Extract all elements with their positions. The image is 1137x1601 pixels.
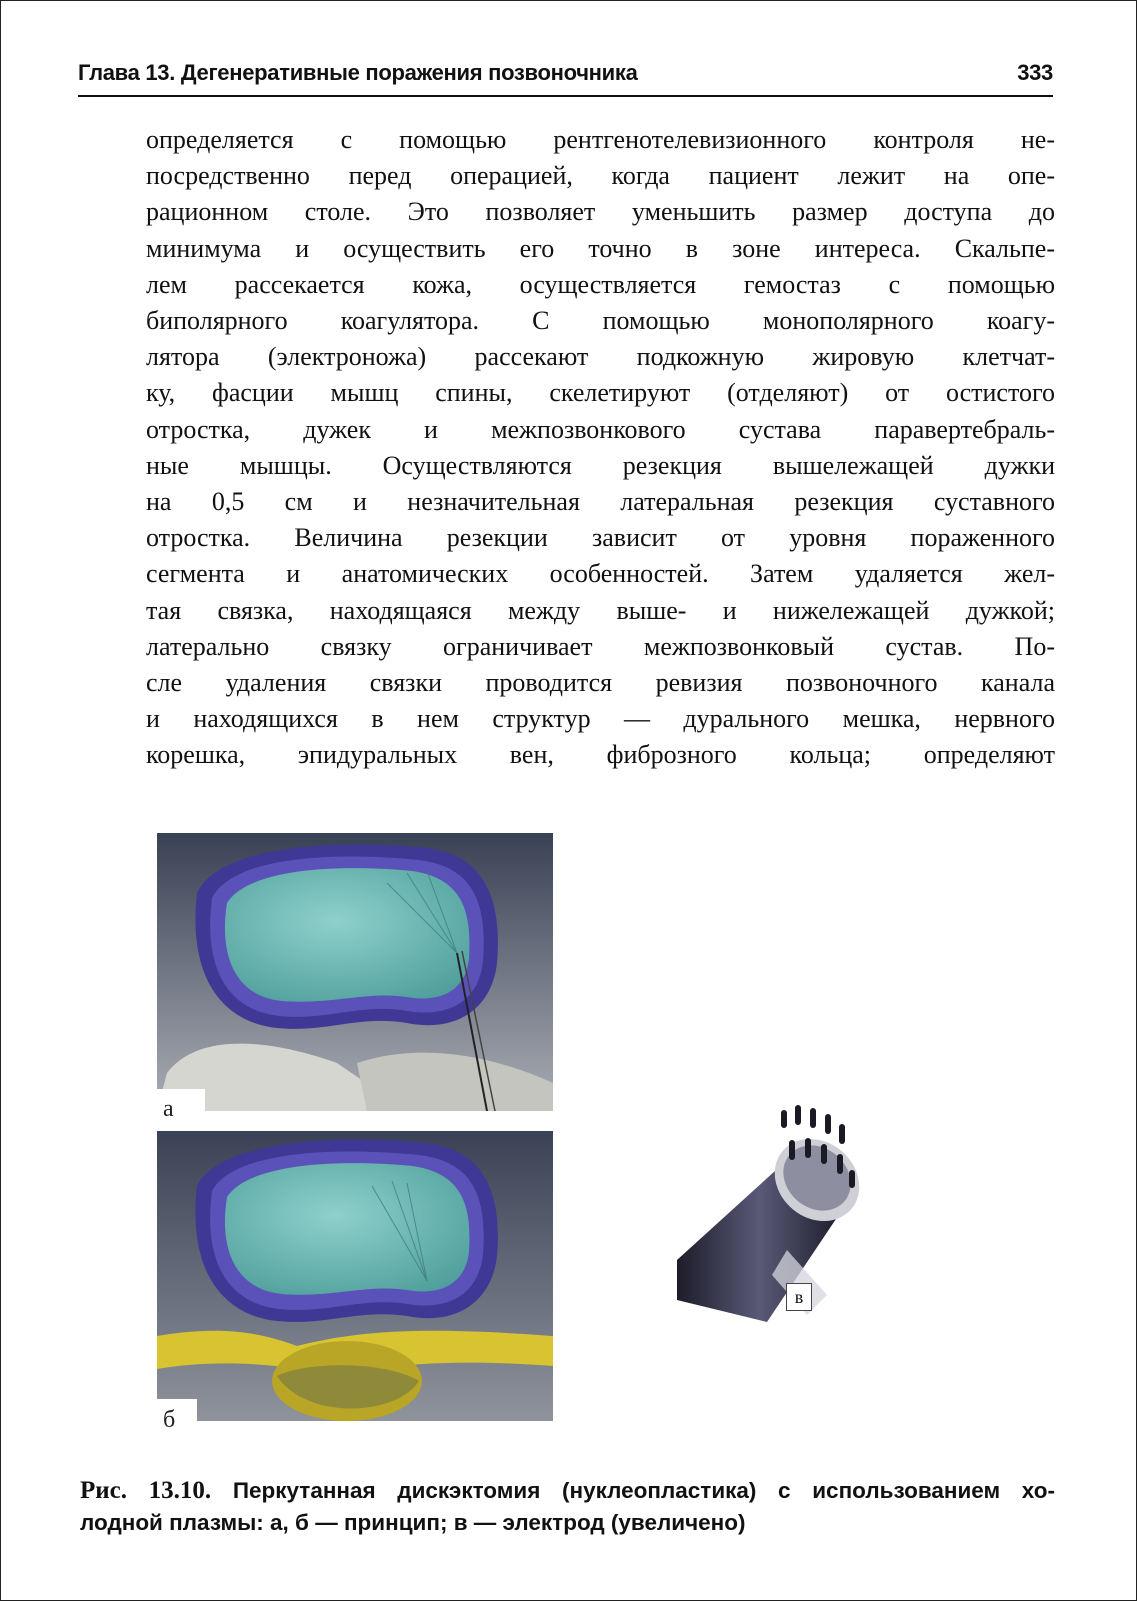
text-line: посредственно перед операцией, когда пациент лежит на опе- [146,161,1055,191]
text-line: отростка, дужек и межпозвонкового сустава паравертебраль- [146,414,1055,444]
body-paragraph [146,122,1055,774]
panel-label-b: б [163,1407,176,1433]
electrode-illustration [677,1100,877,1322]
text-line: отростка. Величина резекции зависит от уровня пораженного [146,523,1055,553]
caption-line-1 [80,1475,1055,1507]
text-line: на 0,5 см и незначительная латеральная резекция суставного [146,487,1055,517]
running-header [78,60,1053,86]
panel-label-a: а [163,1096,174,1122]
panel-label-c: в [786,1283,812,1311]
figure-panel-a [157,833,553,1111]
text-line: рационном столе. Это позволяет уменьшить размер доступа до [146,197,1055,227]
text-line: ку, фасции мышц спины, скелетируют (отделяют) от остистого [146,378,1055,408]
text-line: ные мышцы. Осуществляются резекция вышележащей дужки [146,450,1055,480]
text-line: лятора (электроножа) рассекают подкожную жировую клетчат- [146,342,1055,372]
figure-panel-b [157,1131,553,1421]
page-number: 333 [1017,60,1053,85]
text-line: латерально связку ограничивает межпозвонковый сустав. По- [146,631,1055,661]
text-line: и находящихся в нем структур — дурального мешка, нервного [146,704,1055,734]
text-line: минимума и осуществить его точно в зоне интереса. Скальпе- [146,233,1055,263]
disc-illustration-a [157,833,553,1111]
text-line: определяется с помощью рентгенотелевизионного контроля не- [146,125,1055,154]
header-rule [78,95,1053,97]
caption-line-2: лодной плазмы: а, б — принцип; в — электрод (увеличено) [80,1510,746,1535]
caption-text-1: Перкутанная дискэктомия (нуклеопластика) с использованием хо- [232,1478,1055,1503]
disc-illustration-b [157,1131,553,1421]
text-line: лем рассекается кожа, осуществляется гемостаз с помощью [146,269,1055,299]
text-line: корешка, эпидуральных вен, фиброзного кольца; определяют [146,740,1055,770]
chapter-title: Глава 13. Дегенеративные поражения позвоночника [78,60,638,85]
text-line: тая связка, находящаяся между выше- и нижележащей дужкой; [146,595,1055,625]
text-line: сле удаления связки проводится ревизия позвоночного канала [146,668,1055,698]
figure-panel-c [677,1100,877,1322]
text-line: биполярного коагулятора. С помощью монополярного коагу- [146,306,1055,336]
text-line: сегмента и анатомических особенностей. Затем удаляется жел- [146,559,1055,589]
caption-figure-number: Рис. 13.10. [80,1477,212,1504]
figure-caption [80,1475,1055,1539]
